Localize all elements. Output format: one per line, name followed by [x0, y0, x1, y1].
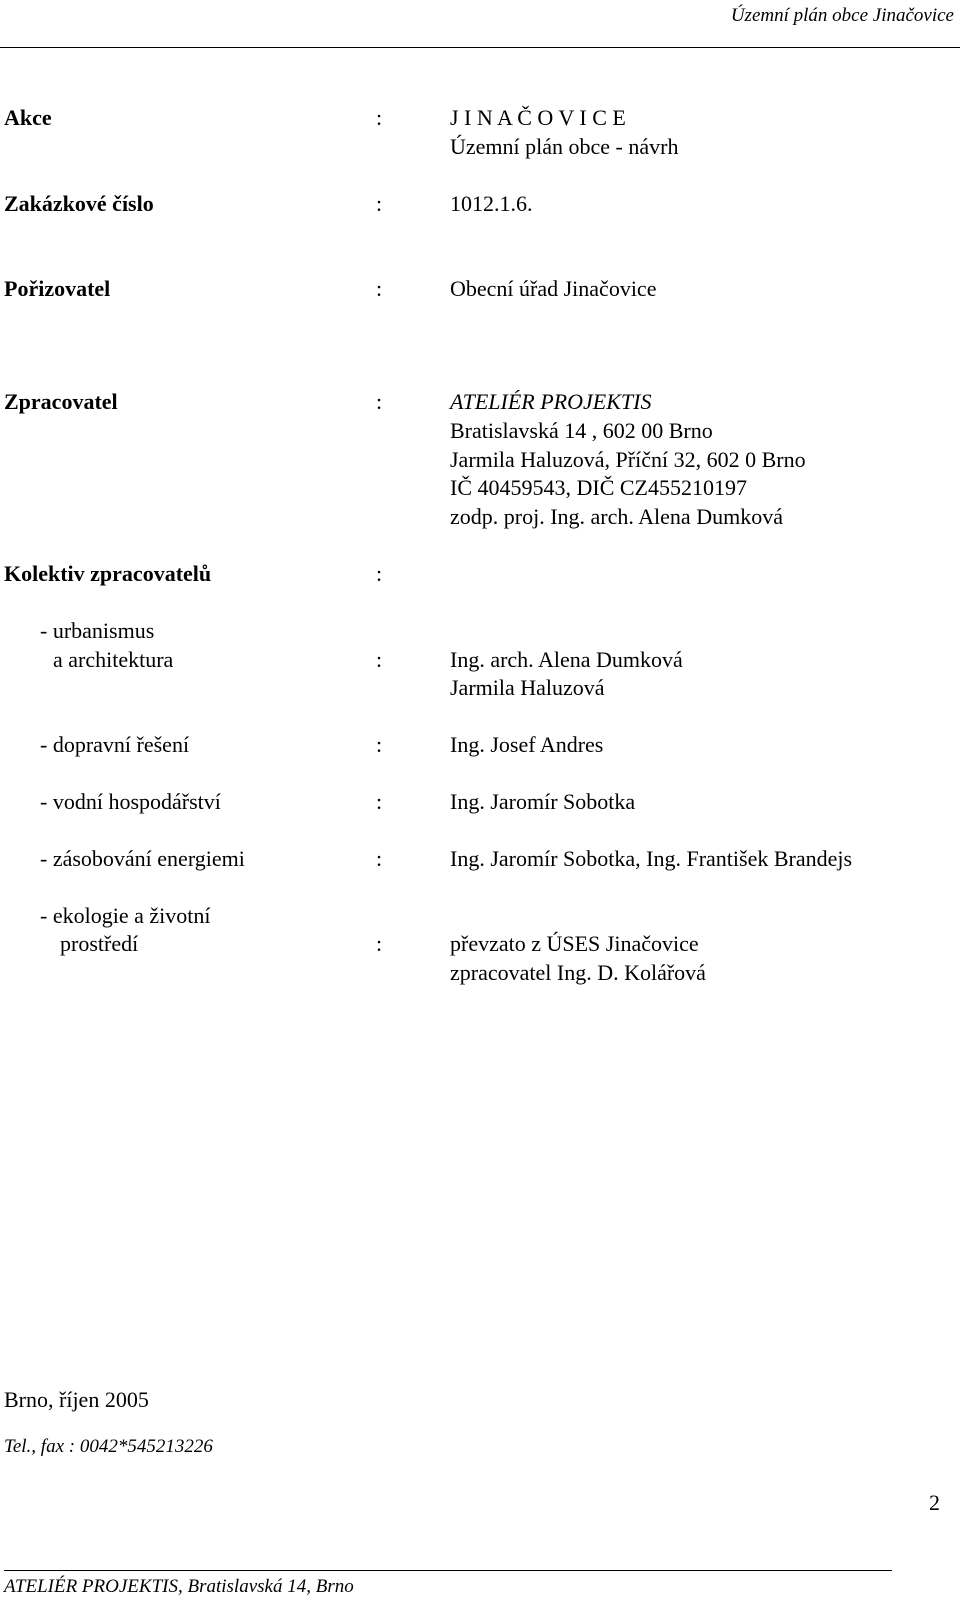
urbanismus-value-2: Jarmila Haluzová: [450, 675, 605, 700]
zpracovatel-company: ATELIÉR PROJEKTIS: [450, 389, 652, 414]
zakazkove-cislo-separator: :: [376, 191, 383, 216]
footer-rule: [4, 1570, 892, 1571]
akce-label: Akce: [4, 105, 52, 130]
porizovatel-separator: :: [376, 276, 383, 301]
zpracovatel-ids: IČ 40459543, DIČ CZ455210197: [450, 475, 747, 500]
porizovatel-label: Pořizovatel: [4, 276, 111, 301]
doprava-separator: :: [376, 732, 383, 757]
energie-value: Ing. Jaromír Sobotka, Ing. František Brandejs: [450, 846, 853, 871]
ekologie-value: převzato z ÚSES Jinačovice: [450, 931, 699, 956]
akce-subtitle: Územní plán obce - návrh: [450, 134, 679, 159]
vodni-label: - vodní hospodářství: [40, 789, 221, 814]
ekologie-label: - ekologie a životní: [40, 903, 211, 928]
porizovatel-value: Obecní úřad Jinačovice: [450, 276, 657, 301]
zakazkove-cislo-value: 1012.1.6.: [450, 191, 533, 216]
energie-label: - zásobování energiemi: [40, 846, 245, 871]
page-number: 2: [929, 1490, 940, 1515]
doprava-value: Ing. Josef Andres: [450, 732, 604, 757]
zpracovatel-person: Jarmila Haluzová, Příční 32, 602 0 Brno: [450, 447, 806, 472]
ekologie-separator: :: [376, 931, 383, 956]
kolektiv-separator: :: [376, 561, 383, 586]
urbanismus-value: Ing. arch. Alena Dumková: [450, 647, 683, 672]
urbanismus-label: - urbanismus: [40, 618, 155, 643]
zpracovatel-address: Bratislavská 14 , 602 00 Brno: [450, 418, 713, 443]
doprava-label: - dopravní řešení: [40, 732, 190, 757]
vodni-value: Ing. Jaromír Sobotka: [450, 789, 636, 814]
tel-fax: Tel., fax : 0042*545213226: [4, 1436, 213, 1457]
ekologie-label-cont: prostředí: [60, 931, 139, 956]
zpracovatel-responsible: zodp. proj. Ing. arch. Alena Dumková: [450, 504, 783, 529]
urbanismus-label-cont: a architektura: [53, 647, 174, 672]
akce-separator: :: [376, 105, 383, 130]
zakazkove-cislo-label: Zakázkové číslo: [4, 191, 154, 216]
header-rule: [0, 47, 960, 48]
vodni-separator: :: [376, 789, 383, 814]
kolektiv-label: Kolektiv zpracovatelů: [4, 561, 212, 586]
zpracovatel-separator: :: [376, 389, 383, 414]
ekologie-value-2: zpracovatel Ing. D. Kolářová: [450, 960, 706, 985]
akce-value: J I N A Č O V I C E: [450, 105, 626, 130]
urbanismus-separator: :: [376, 647, 383, 672]
footer-company: ATELIÉR PROJEKTIS, Bratislavská 14, Brno: [4, 1576, 354, 1597]
running-header: Územní plán obce Jinačovice: [730, 5, 954, 26]
energie-separator: :: [376, 846, 383, 871]
place-date: Brno, říjen 2005: [4, 1387, 149, 1412]
zpracovatel-label: Zpracovatel: [4, 389, 118, 414]
